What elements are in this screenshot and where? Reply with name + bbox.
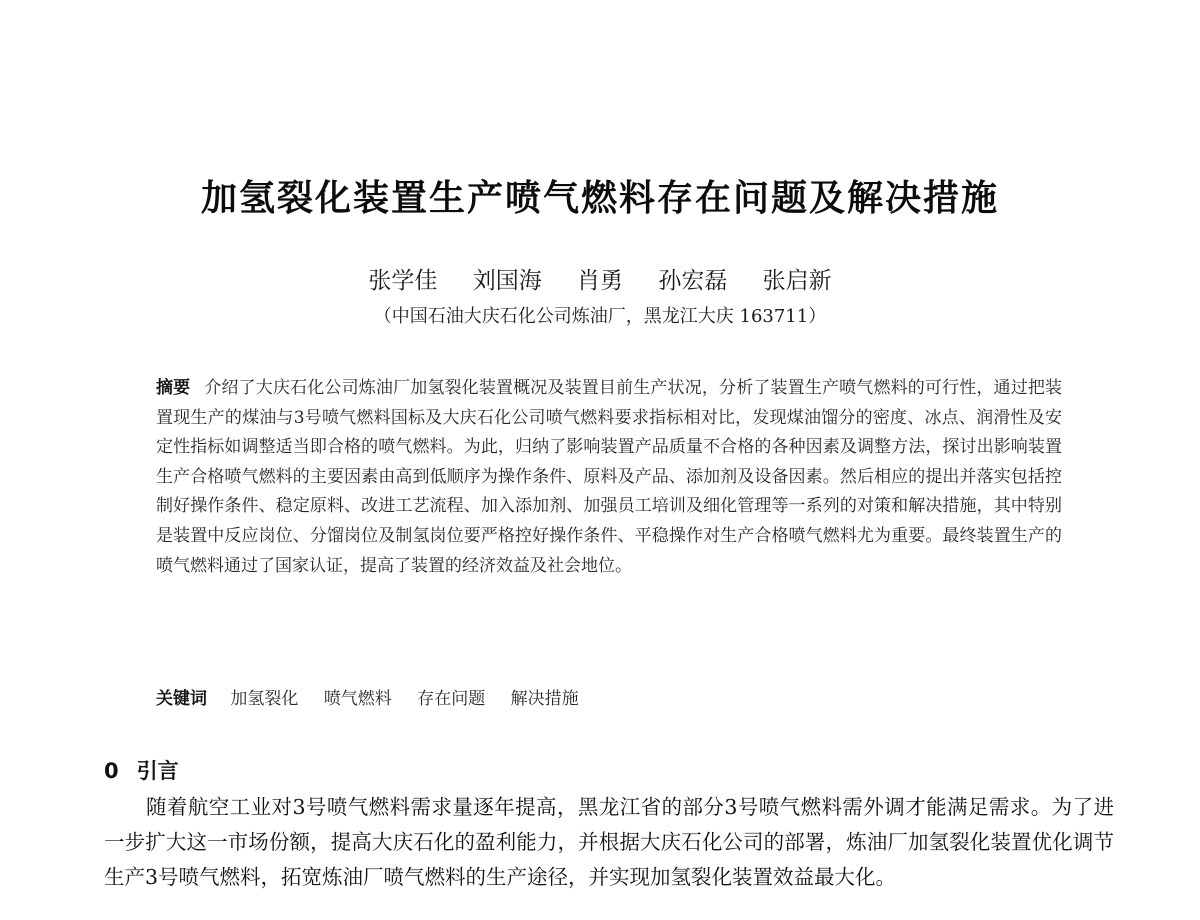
abstract-label: 摘要 <box>156 378 191 398</box>
author-name: 孙宏磊 <box>658 268 728 294</box>
author-name: 张学佳 <box>368 268 438 294</box>
intro-paragraph: 随着航空工业对3号喷气燃料需求量逐年提高，黑龙江省的部分3号喷气燃料需外调才能满足需求。为了进一步扩大这一市场份额，提高大庆石化的盈利能力，并根据大庆石化公司的部署，炼油厂加氢裂化装置优化调节生产3号喷气燃料，拓宽炼油厂喷气燃料的生产途径，并实现加氢裂化装置效益最大化。 <box>104 795 1114 889</box>
author-name: 刘国海 <box>472 268 542 294</box>
abstract-block <box>156 374 1062 581</box>
section-title: 引言 <box>136 759 179 783</box>
author-name: 肖勇 <box>577 268 623 294</box>
keyword: 解决措施 <box>510 689 579 709</box>
section-number: 0 <box>104 759 119 783</box>
author-name: 张启新 <box>762 268 832 294</box>
keywords-label: 关键词 <box>156 689 207 709</box>
keyword: 加氢裂化 <box>230 689 299 709</box>
keyword: 存在问题 <box>417 689 486 709</box>
author-affiliation: （中国石油大庆石化公司炼油厂，黑龙江大庆 163711） <box>373 306 827 327</box>
author-list <box>0 262 1200 295</box>
keyword: 喷气燃料 <box>323 689 392 709</box>
abstract-text: 介绍了大庆石化公司炼油厂加氢裂化装置概况及装置目前生产状况，分析了装置生产喷气燃料的可行性，通过把装置现生产的煤油与3号喷气燃料国标及大庆石化公司喷气燃料要求指标相对比，发现煤油馏分的密度、冰点、润滑性及安定性指标如调整适当即合格的喷气燃料。为此，归纳了影响装置产品质量不合格的各种因素及调整方法，探讨出影响装置生产合格喷气燃料的主要因素由高到低顺序为操作条件、原料及产品、添加剂及设备因素。然后相应的提出并落实包括控制好操作条件、稳定原料、改进工艺流程、加入添加剂、加强员工培训及细化管理等一系列的对策和解决措施，其中特别是装置中反应岗位、分馏岗位及制氢岗位要严格控好操作条件、平稳操作对生产合格喷气燃料尤为重要。最终装置生产的喷气燃料通过了国家认证，提高了装置的经济效益及社会地位。 <box>156 378 1063 576</box>
section-heading <box>104 755 179 785</box>
keywords-block <box>156 684 599 709</box>
paper-title: 加氢裂化装置生产喷气燃料存在问题及解决措施 <box>200 178 999 219</box>
